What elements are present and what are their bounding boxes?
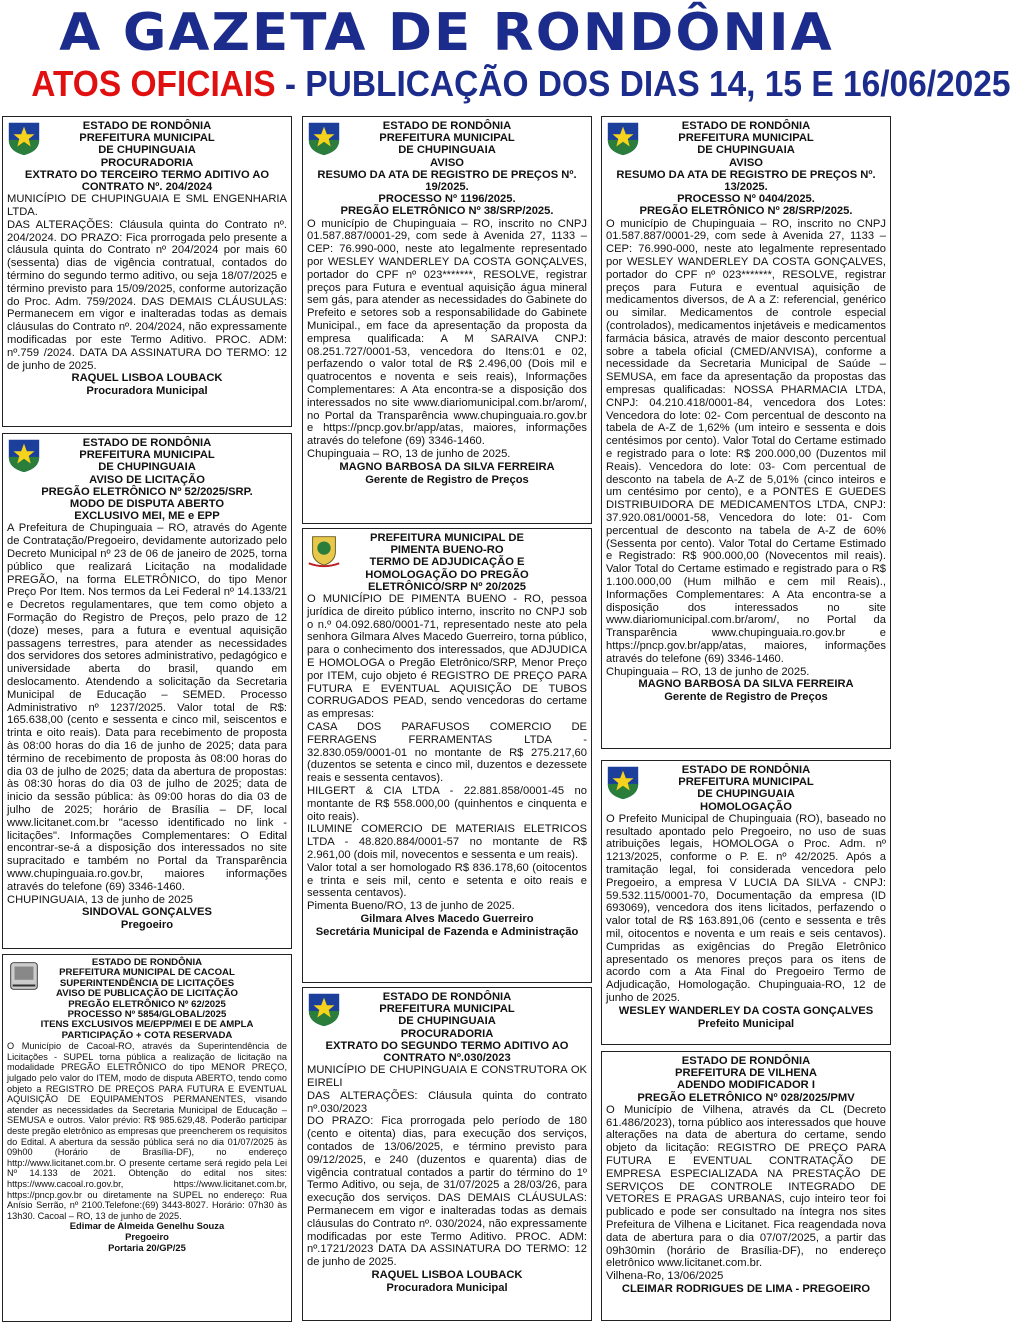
notice-chupinguaia-pregao-52 (2, 433, 292, 949)
notice-signature: SINDOVAL GONÇALVES Pregoeiro (82, 906, 212, 932)
notice-body: O Município de Cacoal-RO, através da Superintendência de Licitações - SUPEL torna pública a realização de licitação na modalidade PREGÃO ELETRÔNICO do tipo MENOR PREÇO, julgado pelo valor do ITEM, modo de disputa ABERTO, tendo como objeto a REGISTRO DE PREÇOS PARA FUTURA E EVENTUAL AQUISIÇÃO DE EQUIPAMENTOS PERMANENTES, visando atender as necessidades da Secretaria Municipal de Educação – SEMUSA e outros. Valor prévio: R$ 985.629,48. Poderão participar deste pregão eletrônico as empresas que preencherem os requisitos do Edital. A abertura da sessão pública será no dia 01/07/2025 às 09h00 (Horário de Brasília-DF), no endereço http://www.licitanet.com.br. O presente certame será regido pela Lei Nº 14.133 de 2021. Obtenção do edital nos sites: https://www.cacoal.ro.gov.br, https://www.licitanet.com.br, https://pncp.gov.br ou diretamente na SUPEL no endereço: Rua Anísio Serrão, nº 2100.Telefone:(69) 3443-8027. Horário: 07h30 às 13h30. Cacoal – RO, 13 de junho de 2025. (7, 1041, 287, 1221)
notice-body: O MUNICÍPIO DE PIMENTA BUENO - RO, pessoa jurídica de direito público interno, inscrito no CNPJ sob o n.º 04.092.680/0001-71, representado neste ato pela senhora Gilmara Alves Macedo Guerreiro, torna público, para o conhecimento dos interessados, que ADJUDICA E HOMOLOGA o Pregão Eletrônico/SRP, Menor Preço por ITEM, cujo objeto é REGISTRO DE PREÇO PARA FUTURA E EVENTUAL AQUISIÇÃO DE TUBOS CORRUGADOS PEAD, sendo vencedoras do certame as empresas: CASA DOS PARAFUSOS COMERCIO DE FERRAGENS FERRAMENTAS LTDA - 32.830.059/0001-01 no montante de R$ 275.217,60 (duzentos se setenta e cinco mil, duzentos e dezessete reais e sessenta centavos). HILGERT & CIA LTDA - 22.881.858/0001-45 no montante de R$ 558.000,00 (quinhentos e cinquenta e oito reais). ILUMINE COMERCIO DE MATERIAIS ELETRICOS LTDA - 48.820.884/0001-57 no montante de R$ 2.961,00 (dois mil, novecentos e sessenta e um reais). Valor total a ser homologado R$ 836.178,60 (oitocentos e trinta e seis mil, cento e setenta e oito reais e sessenta centavos). Pimenta Bueno/RO, 13 de junho de 2025. (307, 593, 587, 913)
notice-signature: Edimar de Almeida Genelhu Souza Pregoeiro Portaria 20/GP/25 (69, 1220, 225, 1253)
notice-chupinguaia-aditivo-204 (2, 116, 292, 427)
notice-signature: Gilmara Alves Macedo Guerreiro Secretária Municipal de Fazenda e Administração (315, 912, 579, 938)
notice-header: ESTADO DE RONDÔNIA PREFEITURA DE VILHENA ADENDO MODIFICADOR I PREGÃO ELETRÔNICO Nº 028/2025/PMV (637, 1055, 855, 1104)
notice-chupinguaia-aditivo-030 (302, 987, 592, 1321)
notice-chupinguaia-homologacao (601, 760, 891, 1045)
notice-header: ESTADO DE RONDÔNIA PREFEITURA MUNICIPAL DE CHUPINGUAIA AVISO RESUMO DA ATA DE REGISTRO DE PREÇOS Nº. 19/2025. PROCESSO Nº 1196/2025. PREGÃO ELETRÔNICO Nº 38/SRP/2025. (317, 120, 577, 218)
notice-vilhena-pregao-028 (601, 1051, 891, 1321)
notice-signature: MAGNO BARBOSA DA SILVA FERREIRA Gerente de Registro de Preços (638, 678, 854, 704)
notices-grid (2, 116, 891, 1322)
notice-chupinguaia-ata-19 (302, 116, 592, 524)
notice-signature: RAQUEL LISBOA LOUBACK Procuradora Municipal (371, 1268, 523, 1294)
notice-header: ESTADO DE RONDÔNIA PREFEITURA MUNICIPAL DE CHUPINGUAIA PROCURADORIA EXTRATO DO SEGUNDO TERMO ADITIVO AO CONTRATO Nº.030/2023 (325, 991, 569, 1065)
notice-cacoal-pregao-62 (2, 954, 292, 1322)
notice-signature: MAGNO BARBOSA DA SILVA FERREIRA Gerente de Registro de Preços (339, 460, 555, 486)
notice-header: PREFEITURA MUNICIPAL DE PIMENTA BUENO-RO TERMO DE ADJUDICAÇÃO E HOMOLOGAÇÃO DO PREGÃO ELETRÔNICO/SRP Nº 20/2025 (365, 532, 529, 593)
notice-body: A Prefeitura de Chupinguaia – RO, através do Agente de Contratação/Pregoeiro, devidamente autorizado pelo Decreto Municipal nº 23 de 06 de janeiro de 2025, torna público que realizará Licitação na modalidade PREGÃO, na forma ELETRÔNICO, do tipo Menor Preço Por Item. Nos termos da Lei Federal nº 14.133/21 e Decretos regulamentares, que tem como objeto a Formação do Registro de Preços, pelo prazo de 12 (doze) meses, para a futura e eventual aquisição passagens terrestres, para atender as necessidades dos servidores dos setores administrativo, pedagógico e universidade aberta do brasil, quando em deslocamento. Atendendo a solicitação da Secretaria Municipal de Educação – SEMED. Processo Administrativo nº 1237/2025. Valor total de R$: 165.638,00 (cento e sessenta e cinco mil, seiscentos e trinta e oito reais). Data para recebimento de proposta às 08:00 horas do dia 16 de junho de 2025; data para término de recebimento de proposta às 08:00 horas do dia 03 de julho de 2025; data da abertura de propostas: às 08:30 horas do dia 03 de julho de 2025; data de inicio da sessão pública: às 09:00 horas do dia 03 de julho de 2025; horário de Brasília – DF, local www.licitanet.com.br "acesso identificado no link - licitações". Informações Complementares: O Edital encontrar-se-á a disposição dos interessados no site supracitado e também no Portal da Transparência www.chupinguaia.ro.gov.br, maiores informações através do telefone (69) 3346-1460. CHUPINGUAIA, 13 de junho de 2025 (7, 522, 287, 906)
notice-body: O Município de Vilhena, através da CL (Decreto 61.486/2023), torna público aos interessados que houve alterações na data de abertura do certame, sendo objeto da licitação: REGISTRO DE PREÇO PARA FUTURA E EVENTUAL CONTRATAÇÃO DE EMPRESA ESPECIALIZADA NA PRESTAÇÃO DE SERVIÇOS DE CONTROLE INTEGRADO DE VETORES E PRAGAS URBANAS, cujo inteiro teor foi publicado e pode ser consultado na íntegra nos sites Prefeitura de Vilhena e Licitanet. Fica reagendada nova data de abertura para o dia 07/07/2025, a partir das 09h30min (horário de Brasília-DF), no endereço eletrônico www.licitanet.com.br. Vilhena-Ro, 13/06/2025 (606, 1103, 886, 1283)
notice-signature: WESLEY WANDERLEY DA COSTA GONÇALVES Prefeito Municipal (618, 1004, 874, 1030)
edition-subtitle (31, 62, 1011, 106)
notice-signature: RAQUEL LISBOA LOUBACK Procuradora Municipal (71, 372, 223, 398)
masthead (0, 0, 1011, 112)
notice-header: ESTADO DE RONDÔNIA PREFEITURA MUNICIPAL DE CHUPINGUAIA AVISO RESUMO DA ATA DE REGISTRO DE PREÇOS Nº. 13/2025. PROCESSO Nº 0404/2025. PREGÃO ELETRÔNICO Nº 28/SRP/2025. (616, 120, 876, 218)
section-label: ATOS OFICIAIS (31, 63, 276, 104)
notice-body: MUNICÍPIO DE CHUPINGUAIA E CONSTRUTORA OK EIRELI DAS ALTERAÇÕES: Cláusula quinta do contrato nº.030/2023 DO PRAZO: Fica prorrogada pelo período de 180 (cento e oitenta) dias, para execução dos serviços, contados de 13/06/2025, e término previsto para 09/12/2025, e 240 (duzentos e quarenta) dias de vigência contratual contados a partir do término do 1º Termo Aditivo, ou seja, de 31/07/2025 a 28/03/26, para execução dos serviços. DAS DEMAIS CLÁUSULAS: Permanecem em vigor e inalteradas todas as demais cláusulas do Contrato nº. 030/2024, não expressamente modificadas por este Termo Aditivo. PROC. ADM: nº.1721/2023 DATA DA ASSINATURA DO TERMO: 12 de junho de 2025. (307, 1064, 587, 1269)
notice-header: ESTADO DE RONDÔNIA PREFEITURA MUNICIPAL DE CHUPINGUAIA AVISO DE LICITAÇÃO PREGÃO ELETRÔNICO Nº 52/2025/SRP. MODO DE DISPUTA ABERTO EXCLUSIVO MEI, ME e EPP (41, 437, 253, 523)
notice-body: O município de Chupinguaia – RO, inscrito no CNPJ 01.587.887/0001-29, com sede à Avenida 27, 1133 – CEP: 76.990-000, neste ato legalmente representado por WESLEY WANDERLEY DA COSTA GONÇALVES, portador do CPF nº 023*******, RESOLVE, registrar preços para Futura e eventual aquisição água mineral sem gás, para atender as necessidades do Gabinete do Prefeito e setores sob a responsabilidade do Gabinete Municipal., em face da apresentação da proposta da empresa qualificada: A M SARAIVA CNPJ: 08.251.727/0001-53, vencedora do Itens:01 e 02, perfazendo o valor total de R$ 2.496,00 (Dois mil e quatrocentos e noventa e seis reais), Informações Complementares: A Ata encontra-se a disposição dos interessados no site www.diariomunicipal.com.br/arom/, no Portal da Transparência www.chupinguaia.ro.gov.br e https://pncp.gov.br/app/atas, maiores, informações através do telefone (69) 3346-1460. Chupinguaia – RO, 13 de junho de 2025. (307, 217, 587, 460)
notice-header: ESTADO DE RONDÔNIA PREFEITURA MUNICIPAL DE CHUPINGUAIA HOMOLOGAÇÃO (678, 764, 814, 813)
notice-header: ESTADO DE RONDÔNIA PREFEITURA MUNICIPAL DE CHUPINGUAIA PROCURADORIA EXTRATO DO TERCEIRO TERMO ADITIVO AO CONTRATO Nº. 204/2024 (24, 120, 270, 194)
notice-header: ESTADO DE RONDÔNIA PREFEITURA MUNICIPAL DE CACOAL SUPERINTENDÊNCIA DE LICITAÇÕES AVISO DE PUBLICAÇÃO DE LICITAÇÃO PREGÃO ELETRÔNICO Nº 62/2025 PROCESSO Nº 5854/GLOBAL/2025 ITENS EXCLUSIVOS ME/EPP/MEI E DE AMPLA PARTICIPAÇÃO + COTA RESERVADA (40, 957, 254, 1041)
newspaper-title: A GAZETA DE RONDÔNIA (59, 3, 834, 63)
notice-signature: CLEIMAR RODRIGUES DE LIMA - PREGOEIRO (621, 1282, 871, 1295)
notice-body: O município de Chupinguaia – RO, inscrito no CNPJ 01.587.887/0001-29, com sede à Avenida 27, 1133 – CEP: 76.990-000, neste ato legalmente representado por WESLEY WANDERLEY DA COSTA GONÇALVES, portador do CPF nº 023*******, RESOLVE, registrar preços para Futura e eventual aquisição de medicamentos diversos, de A a Z: referencial, genérico ou similar. Medicamentos de controle especial (controlados), medicamentos injetáveis e medicamentos farmácia básica, através de maior desconto percentual sobre a tabela oficial (CMED/ANVISA), conforme a necessidade da Secretaria Municipal de Saúde – SEMUSA, em face da apresentação da propostas das empresas qualificadas: NOSSA PHARMACIA LTDA, CNPJ: 04.210.418/0001-84, vencedora dos Lotes: Vencedora do lote: 02- Com percentual de desconto na tabela de A-Z de 1,62% (um inteiro e sessenta e dois centésimos por cento). Valor Total do Certame estimado e registrado para o lote: R$ 200.000,00 (Duzentos mil Reais). Vencedora do lote: 03- Com percentual de desconto na tabela de A-Z de 5,01% (cinco inteiros e um centésimo por cento), e a PONTES E GUEDES DISTRIBUIDORA DE MEDICAMENTOS LTDA, CNPJ: 37.920.081/0001-58, Vencedora do lote: 01- Com percentual de desconto na tabela de A-Z de 60% (Sessenta por cento). Valor Total do Certame Estimado e Registrado: R$ 900.000,00 (Novecentos mil reais). Valor Total do Certame estimado e registrado para o R$ 1.100.000,00 (Hum milhão e cem mil Reais)., Informações Complementares: A Ata encontra-se a disposição dos interessados no site www.diariomunicipal.com.br/arom/, no Portal da Transparência www.chupinguaia.ro.gov.br e https://pncp.gov.br/app/atas, maiores, informações através do telefone (69) 3346-1460. Chupinguaia – RO, 13 de junho de 2025. (606, 217, 886, 678)
notice-body: O Prefeito Municipal de Chupinguaia (RO), baseado no resultado apontado pelo Pregoeiro, no uso de suas atribuições legais, HOMOLOGA o Proc. Adm. nº 1213/2025, conforme o P. E. nº 42/2025. Após a tramitação legal, foi considerada vencedora pelo Pregoeiro, a empresa V LUCIA DA SILVA - CNPJ: 59.532.115/0001-70, Documentação da empresa (ID 693069), vencedora dos itens licitados, perfazendo o valor total de R$ 163.891,06 (cento e sessenta e três mil, oitocentos e noventa e um reais e seis centavos). Cumpridas as exigências do Pregão Eletrônico apresentado os menores preços para os itens de acordo com a Ata Final do Pregoeiro Termo de Adjudicação, Homologação. Chupinguaia-RO, 12 de junho de 2025. (606, 812, 886, 1004)
notice-pimenta-bueno-pregao-20 (302, 528, 592, 983)
notice-chupinguaia-ata-13 (601, 116, 891, 749)
publication-dates: - PUBLICAÇÃO DOS DIAS 14, 15 E 16/06/2025 (275, 63, 1011, 104)
notice-body: MUNICÍPIO DE CHUPINGUAIA E SML ENGENHARIA LTDA. DAS ALTERAÇÕES: Cláusula quinta do Contrato nº. 204/2024. DO PRAZO: Fica prorrogada pelo presente a cláusula quinta do Contrato nº 204/2024 por mais 60 (sessenta) dias de vigência contratual, contados do término do segundo termo aditivo, ou seja 18/07/2025 e término previsto para 15/09/2025, conforme autorização do Proc. Adm. 759/2024. DAS DEMAIS CLÁUSULAS: Permanecem em vigor e inalteradas todas as demais cláusulas do Contrato nº. 204/2024, não expressamente modificadas por este Termo Aditivo. PROC. ADM: nº.759 /2024. DATA DA ASSINATURA DO TERMO: 12 de junho de 2025. (7, 193, 287, 372)
